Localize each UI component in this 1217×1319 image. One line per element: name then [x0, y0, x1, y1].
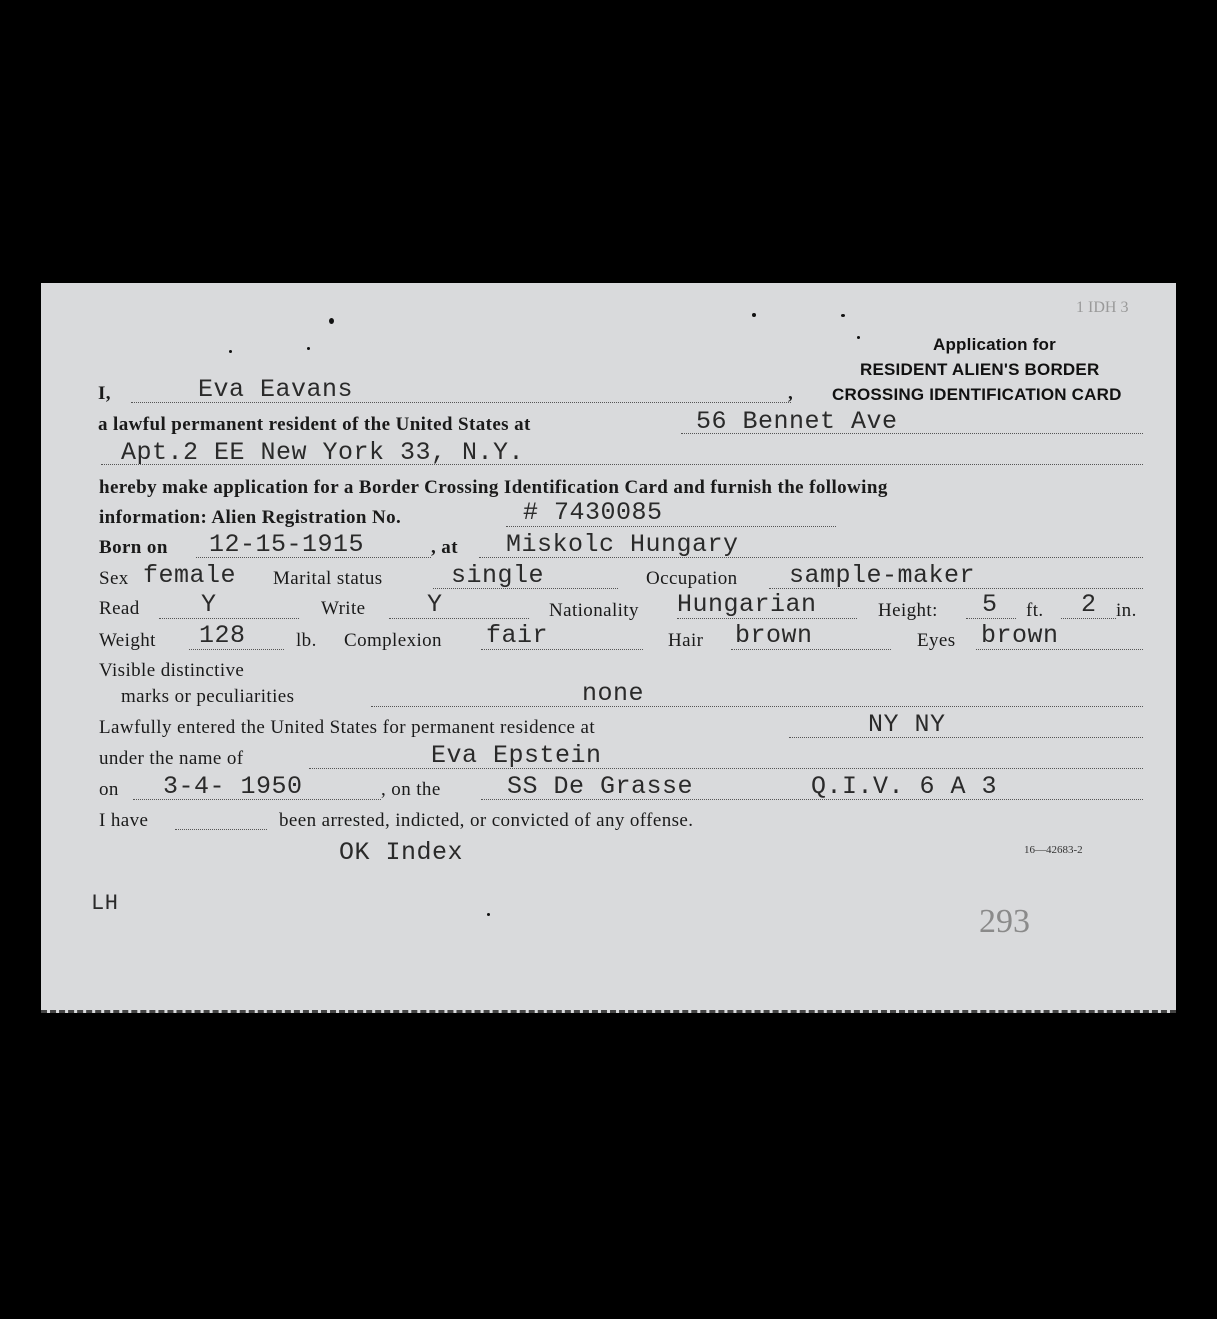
ship-value: SS De Grasse: [507, 772, 694, 801]
label-under-name: under the name of: [99, 748, 244, 769]
card-edge: [41, 1007, 1176, 1013]
label-hereby: hereby make application for a Border Crossing Identification Card and furnish the following: [99, 477, 888, 498]
label-i: I,: [98, 383, 111, 404]
label-write: Write: [321, 598, 366, 619]
speck: [752, 313, 756, 317]
label-sex: Sex: [99, 568, 129, 589]
label-lb: lb.: [296, 630, 317, 651]
sex-value: female: [143, 561, 237, 590]
speck: [329, 318, 334, 324]
label-visible2: marks or peculiarities: [121, 686, 295, 707]
ok-index-note: OK Index: [339, 838, 464, 867]
complexion-value: fair: [486, 621, 549, 650]
initials: LH: [91, 891, 119, 916]
class-value: Q.I.V. 6 A 3: [811, 772, 998, 801]
header-line1: Application for: [933, 335, 1056, 354]
hair-value: brown: [735, 621, 813, 650]
label-comma: ,: [788, 383, 794, 404]
form-number: 16—42683-2: [1024, 844, 1083, 856]
speck: [229, 350, 232, 353]
stamp-number: 293: [979, 903, 1030, 940]
label-arrested: been arrested, indicted, or convicted of any offense.: [279, 810, 694, 831]
label-nationality: Nationality: [549, 600, 639, 621]
marks-line: [371, 706, 1143, 707]
label-on: on: [99, 779, 119, 800]
label-on-the: , on the: [381, 779, 441, 800]
write-value: Y: [427, 590, 443, 619]
nationality-value: Hungarian: [677, 590, 817, 619]
header-line2: RESIDENT ALIEN'S BORDER: [860, 360, 1100, 379]
write-line: [389, 618, 529, 619]
height-in-value: 2: [1081, 590, 1097, 619]
label-read: Read: [99, 598, 140, 619]
application-card: [41, 283, 1176, 1013]
label-information: information: Alien Registration No.: [99, 507, 402, 528]
eyes-value: brown: [981, 621, 1059, 650]
speck: [841, 314, 845, 317]
address-line2: Apt.2 EE New York 33, N.Y.: [121, 438, 525, 467]
address-line1: 56 Bennet Ave: [696, 407, 898, 436]
applicant-name: Eva Eavans: [198, 375, 354, 404]
read-value: Y: [201, 590, 217, 619]
label-weight: Weight: [99, 630, 156, 651]
height-ft-value: 5: [982, 590, 998, 619]
arrested-line: [175, 829, 267, 830]
alien-registration-no: # 7430085: [523, 498, 663, 527]
header-line3: CROSSING IDENTIFICATION CARD: [832, 385, 1122, 404]
label-lawful: a lawful permanent resident of the United States at: [98, 414, 531, 435]
entry-place-value: NY NY: [868, 710, 946, 739]
label-height: Height:: [878, 600, 938, 621]
entry-name-value: Eva Epstein: [431, 741, 602, 770]
entry-date-value: 3-4- 1950: [163, 772, 303, 801]
corner-mark: 1 IDH 3: [1076, 299, 1129, 316]
label-ft: ft.: [1026, 600, 1044, 621]
label-born-on: Born on: [99, 537, 168, 558]
label-hair: Hair: [668, 630, 704, 651]
label-in: in.: [1116, 600, 1137, 621]
born-date: 12-15-1915: [209, 530, 365, 559]
occupation-value: sample-maker: [789, 561, 976, 590]
marks-value: none: [582, 679, 645, 708]
weight-value: 128: [199, 621, 246, 650]
label-visible1: Visible distinctive: [99, 660, 245, 681]
label-lawfully: Lawfully entered the United States for permanent residence at: [99, 717, 596, 738]
label-occupation: Occupation: [646, 568, 738, 589]
read-line: [159, 618, 299, 619]
label-i-have: I have: [99, 810, 149, 831]
entry-place-line: [789, 737, 1143, 738]
speck: [857, 336, 860, 339]
label-at: , at: [431, 537, 458, 558]
label-marital: Marital status: [273, 568, 383, 589]
marital-value: single: [451, 561, 545, 590]
speck: [487, 913, 490, 916]
label-eyes: Eyes: [917, 630, 956, 651]
label-complexion: Complexion: [344, 630, 442, 651]
speck: [307, 347, 310, 350]
born-place: Miskolc Hungary: [506, 530, 739, 559]
